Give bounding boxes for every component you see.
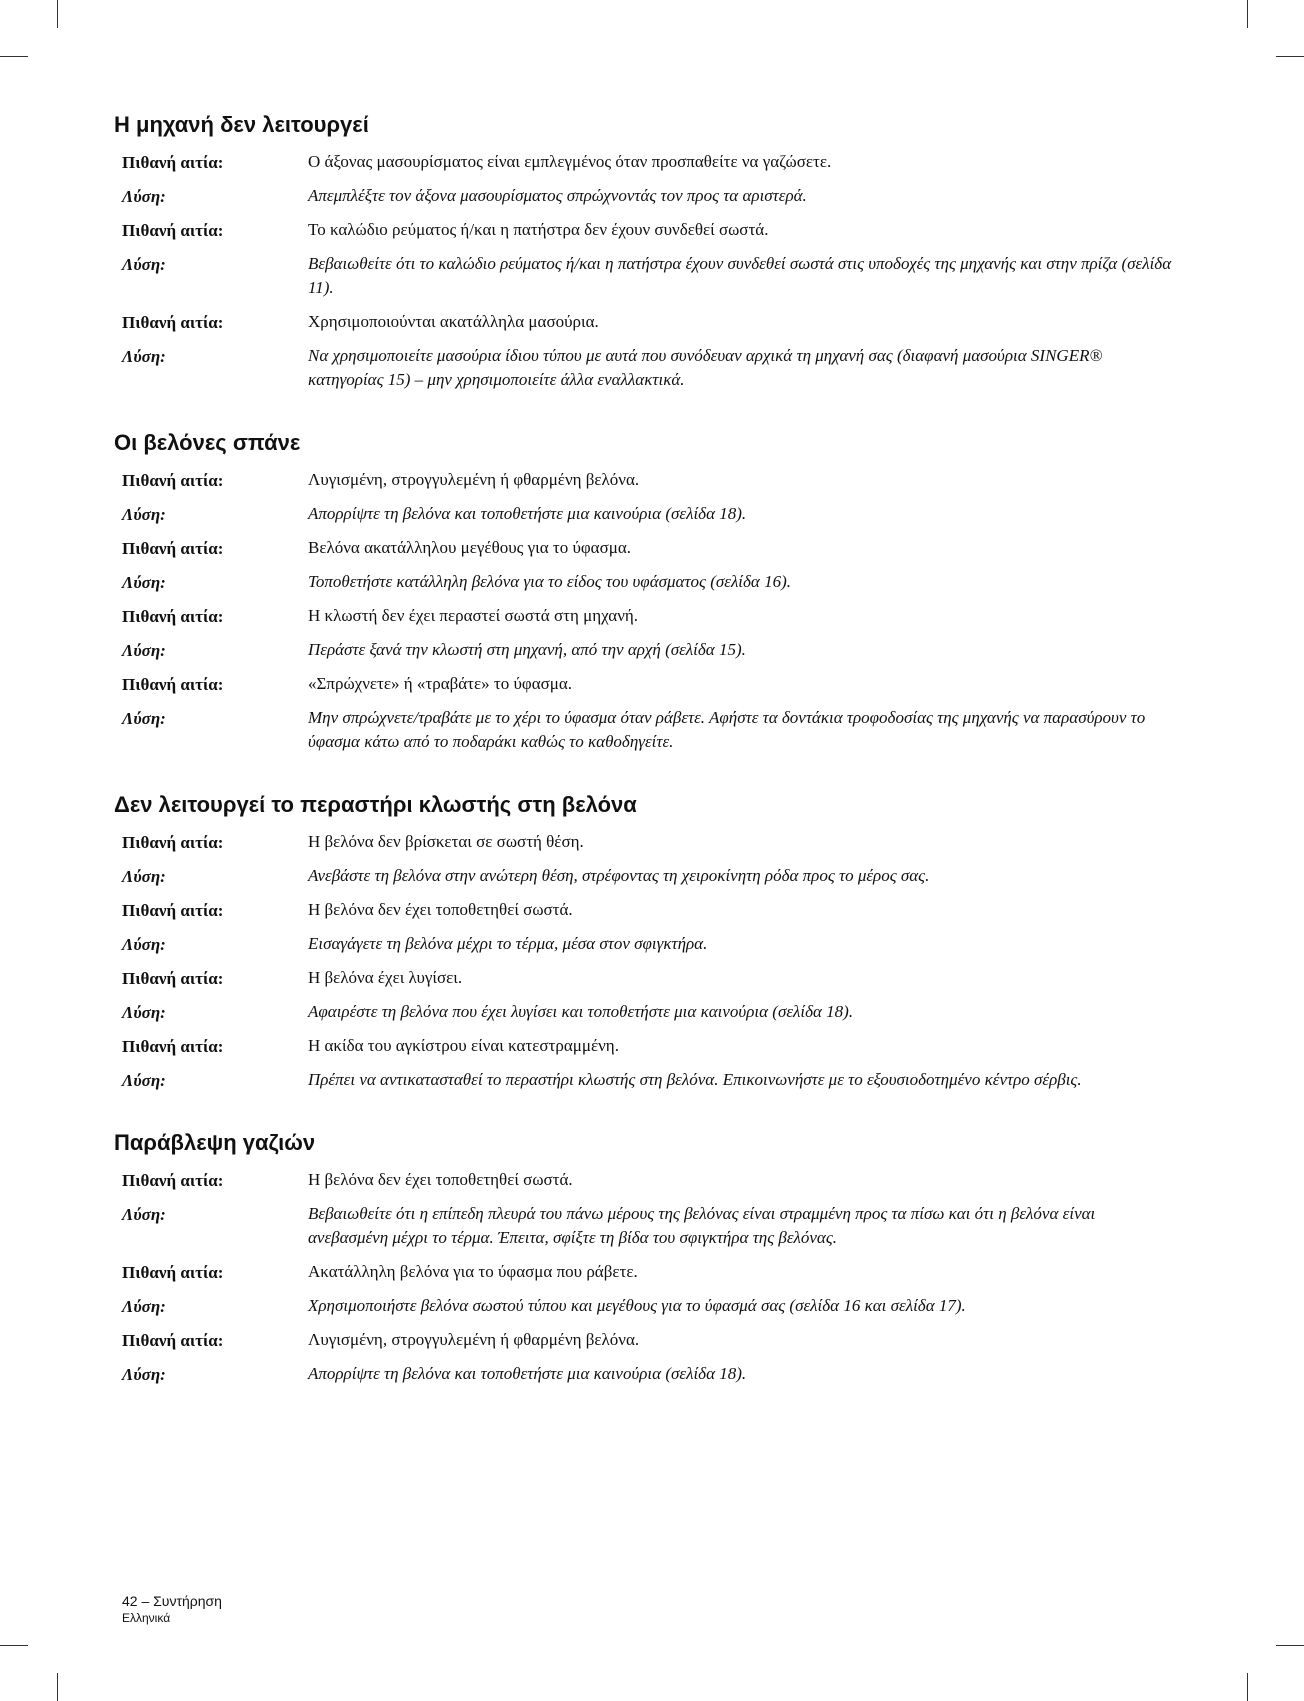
solution-row [114,1296,1174,1318]
section-title: Δεν λειτουργεί το περαστήρι κλωστής στη βελόνα [114,792,637,817]
crop-mark-top-left-h [0,56,28,57]
cause-text: Χρησιμοποιούνται ακατάλληλα μασούρια. [308,312,599,331]
cause-text: Η βελόνα έχει λυγίσει. [308,968,463,987]
cause-text: Βελόνα ακατάλληλου μεγέθους για το ύφασμα. [308,538,632,557]
cause-row [114,606,1174,628]
footer-page-number: 42 – Συντήρηση [122,1593,222,1609]
cause-row [114,312,1174,334]
solution-text: Απορρίψτε τη βελόνα και τοποθετήστε μια καινούρια (σελίδα 18). [308,1364,747,1383]
solution-row [114,708,1174,754]
cause-text: Η κλωστή δεν έχει περαστεί σωστά στη μηχανή. [308,606,639,625]
solution-row [114,572,1174,594]
solution-text: Να χρησιμοποιείτε μασούρια ίδιου τύπου με αυτά που συνόδευαν αρχικά τη μηχανή σας (διαφανή μασούρια SINGER® κατηγορίας 15) – μην χρησιμοποιείτε άλλα εναλλακτικά. [308,346,1103,389]
cause-label: Πιθανή αιτία: [122,833,224,852]
solution-text: Εισαγάγετε τη βελόνα μέχρι το τέρμα, μέσα στον σφιγκτήρα. [308,934,708,953]
crop-mark-bottom-right-h [1276,1645,1304,1646]
solution-text: Περάστε ξανά την κλωστή στη μηχανή, από την αρχή (σελίδα 15). [308,640,746,659]
solution-text: Απεμπλέξτε τον άξονα μασουρίσματος σπρώχνοντάς τον προς τα αριστερά. [308,186,807,205]
cause-row [114,1036,1174,1058]
cause-text: Η ακίδα του αγκίστρου είναι κατεστραμμένη. [308,1036,619,1055]
troubleshooting-section [114,430,1174,754]
crop-mark-bottom-right-v [1247,1673,1248,1701]
cause-row [114,1330,1174,1352]
solution-label: Λύση: [122,935,166,954]
solution-row [114,1070,1174,1092]
solution-label: Λύση: [122,709,166,728]
section-title: Οι βελόνες σπάνε [114,430,301,455]
cause-row [114,900,1174,922]
solution-row [114,1204,1174,1250]
solution-label: Λύση: [122,1365,166,1384]
solution-text: Βεβαιωθείτε ότι το καλώδιο ρεύματος ή/και η πατήστρα έχουν συνδεθεί σωστά στις υποδοχές της μηχανής και στην πρίζα (σελίδα 11). [308,254,1172,297]
solution-label: Λύση: [122,347,166,366]
solution-row [114,1002,1174,1024]
cause-row [114,1170,1174,1192]
cause-row [114,674,1174,696]
solution-label: Λύση: [122,187,166,206]
crop-mark-top-left-v [57,0,58,28]
solution-row [114,346,1174,392]
cause-label: Πιθανή αιτία: [122,969,224,988]
cause-label: Πιθανή αιτία: [122,539,224,558]
solution-row [114,866,1174,888]
cause-label: Πιθανή αιτία: [122,1171,224,1190]
cause-text: Η βελόνα δεν έχει τοποθετηθεί σωστά. [308,900,573,919]
solution-row [114,1364,1174,1386]
cause-row [114,832,1174,854]
cause-text: Ο άξονας μασουρίσματος είναι εμπλεγμένος όταν προσπαθείτε να γαζώσετε. [308,152,832,171]
cause-row [114,470,1174,492]
solution-label: Λύση: [122,573,166,592]
troubleshooting-section [114,1130,1174,1386]
solution-text: Απορρίψτε τη βελόνα και τοποθετήστε μια καινούρια (σελίδα 18). [308,504,747,523]
troubleshooting-section [114,792,1174,1092]
solution-label: Λύση: [122,1205,166,1224]
cause-label: Πιθανή αιτία: [122,313,224,332]
cause-row [114,968,1174,990]
crop-mark-top-right-v [1247,0,1248,28]
solution-row [114,254,1174,300]
cause-text: Ακατάλληλη βελόνα για το ύφασμα που ράβετε. [308,1262,638,1281]
solution-label: Λύση: [122,1071,166,1090]
cause-text: Το καλώδιο ρεύματος ή/και η πατήστρα δεν έχουν συνδεθεί σωστά. [308,220,769,239]
solution-row [114,640,1174,662]
cause-row [114,1262,1174,1284]
page-footer [122,1592,222,1626]
cause-label: Πιθανή αιτία: [122,471,224,490]
section-title: Η μηχανή δεν λειτουργεί [114,112,369,137]
section-title: Παράβλεψη γαζιών [114,1130,316,1155]
troubleshooting-page [114,104,1174,1424]
cause-label: Πιθανή αιτία: [122,1037,224,1056]
cause-label: Πιθανή αιτία: [122,153,224,172]
solution-text: Αφαιρέστε τη βελόνα που έχει λυγίσει και τοποθετήστε μια καινούρια (σελίδα 18). [308,1002,854,1021]
solution-text: Τοποθετήστε κατάλληλη βελόνα για το είδος του υφάσματος (σελίδα 16). [308,572,792,591]
cause-label: Πιθανή αιτία: [122,607,224,626]
crop-mark-bottom-left-h [0,1645,28,1646]
solution-text: Βεβαιωθείτε ότι η επίπεδη πλευρά του πάνω μέρους της βελόνας είναι στραμμένη προς τα πίσω και ότι η βελόνα είναι ανεβασμένη μέχρι το τέρμα. Έπειτα, σφίξτε τη βίδα του σφιγκτήρα της βελόνας. [308,1204,1096,1247]
cause-label: Πιθανή αιτία: [122,1263,224,1282]
solution-text: Ανεβάστε τη βελόνα στην ανώτερη θέση, στρέφοντας τη χειροκίνητη ρόδα προς το μέρος σας. [308,866,930,885]
solution-text: Μην σπρώχνετε/τραβάτε με το χέρι το ύφασμα όταν ράβετε. Αφήστε τα δοντάκια τροφοδοσίας της μηχανής να παρασύρουν το ύφασμα κάτω από το ποδαράκι καθώς το καθοδηγείτε. [308,708,1146,751]
crop-mark-top-right-h [1276,56,1304,57]
cause-row [114,220,1174,242]
solution-text: Πρέπει να αντικατασταθεί το περαστήρι κλωστής στη βελόνα. Επικοινωνήστε με το εξουσιοδοτημένο κέντρο σέρβις. [308,1070,1082,1089]
cause-text: Λυγισμένη, στρογγυλεμένη ή φθαρμένη βελόνα. [308,470,640,489]
cause-label: Πιθανή αιτία: [122,675,224,694]
footer-language: Ελληνικά [122,1611,171,1625]
cause-text: Λυγισμένη, στρογγυλεμένη ή φθαρμένη βελόνα. [308,1330,640,1349]
crop-mark-bottom-left-v [57,1673,58,1701]
solution-row [114,186,1174,208]
solution-label: Λύση: [122,867,166,886]
solution-label: Λύση: [122,641,166,660]
solution-row [114,934,1174,956]
cause-text: Η βελόνα δεν έχει τοποθετηθεί σωστά. [308,1170,573,1189]
solution-label: Λύση: [122,255,166,274]
solution-label: Λύση: [122,1297,166,1316]
cause-label: Πιθανή αιτία: [122,1331,224,1350]
cause-row [114,538,1174,560]
cause-text: «Σπρώχνετε» ή «τραβάτε» το ύφασμα. [308,674,573,693]
solution-label: Λύση: [122,1003,166,1022]
cause-label: Πιθανή αιτία: [122,901,224,920]
solution-row [114,504,1174,526]
cause-row [114,152,1174,174]
solution-text: Χρησιμοποιήστε βελόνα σωστού τύπου και μεγέθους για το ύφασμά σας (σελίδα 16 και σελίδα 17). [308,1296,966,1315]
cause-label: Πιθανή αιτία: [122,221,224,240]
solution-label: Λύση: [122,505,166,524]
cause-text: Η βελόνα δεν βρίσκεται σε σωστή θέση. [308,832,584,851]
troubleshooting-section [114,112,1174,392]
